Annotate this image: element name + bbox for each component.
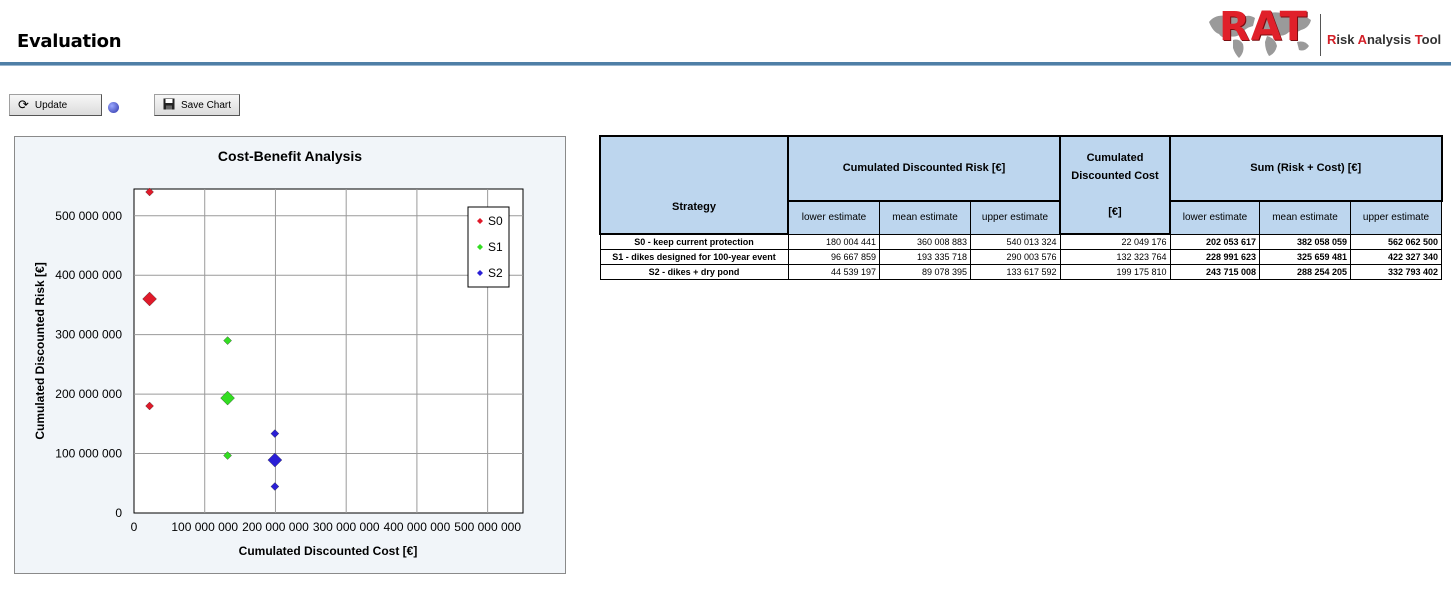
sum-mean-cell: 382 058 059: [1260, 234, 1351, 250]
sum-upper-cell: 562 062 500: [1351, 234, 1442, 250]
legend-label: S2: [488, 266, 503, 280]
x-tick-label: 300 000 000: [312, 520, 380, 534]
plot-area: [134, 189, 523, 513]
x-tick-label: 0: [130, 520, 138, 534]
table-row: [600, 234, 1442, 250]
strategy-name: S0 - keep current protection: [600, 234, 788, 250]
sum-lower-cell: 228 991 623: [1170, 250, 1260, 265]
legend-label: S1: [488, 240, 503, 254]
y-tick-label: 400 000 000: [55, 268, 122, 283]
page-title: Evaluation: [17, 31, 122, 52]
x-axis-label: Cumulated Discounted Cost [€]: [238, 544, 418, 558]
risk-upper-cell: 290 003 576: [971, 250, 1061, 265]
cost-cell: 199 175 810: [1060, 265, 1170, 280]
risk-lower-header: lower estimate: [788, 201, 880, 234]
y-axis-label: Cumulated Discounted Risk [€]: [33, 262, 47, 440]
sum-mean-cell: 288 254 205: [1260, 265, 1351, 280]
chart-title: Cost-Benefit Analysis: [217, 148, 363, 164]
x-tick-label: 100 000 000: [171, 520, 239, 534]
sum-lower-cell: 243 715 008: [1170, 265, 1260, 280]
cost-cell: 22 049 176: [1060, 234, 1170, 250]
legend-label: S0: [488, 214, 503, 228]
table-row: [600, 265, 1442, 280]
legend: [468, 207, 509, 287]
strategy-name: S2 - dikes + dry pond: [600, 265, 788, 280]
update-button[interactable]: [9, 94, 102, 116]
header-divider: [0, 62, 1451, 66]
sum-lower-cell: 202 053 617: [1170, 234, 1260, 250]
x-tick-label: 200 000 000: [242, 520, 309, 534]
logo-subtitle: Risk Analysis Tool: [1327, 32, 1442, 47]
y-tick-label: 200 000 000: [55, 387, 122, 402]
logo-rat-text: RAT: [1219, 4, 1308, 50]
strategy-header: Strategy: [600, 136, 788, 234]
risk-upper-header: upper estimate: [971, 201, 1061, 234]
sum-header: Sum (Risk + Cost) [€]: [1170, 136, 1442, 201]
risk-mean-header: mean estimate: [880, 201, 971, 234]
risk-upper-cell: 133 617 592: [971, 265, 1061, 280]
logo-separator: [1320, 14, 1321, 56]
risk-mean-cell: 193 335 718: [880, 250, 971, 265]
risk-lower-cell: 96 667 859: [788, 250, 880, 265]
risk-lower-cell: 180 004 441: [788, 234, 880, 250]
save-disk-icon: [163, 98, 175, 113]
sum-upper-cell: 332 793 402: [1351, 265, 1442, 280]
sum-lower-header: lower estimate: [1170, 201, 1260, 234]
sum-upper-header: upper estimate: [1351, 201, 1442, 234]
cost-cell: 132 323 764: [1060, 250, 1170, 265]
y-tick-label: 300 000 000: [55, 327, 122, 342]
info-icon[interactable]: [108, 102, 119, 113]
cost-header: Cumulated Discounted Cost [€]: [1060, 136, 1170, 234]
chart-svg: [15, 137, 565, 573]
cost-benefit-chart: [14, 136, 566, 574]
evaluation-table: [599, 135, 1443, 280]
y-tick-label: 500 000 000: [55, 208, 122, 223]
rat-logo: [1205, 6, 1451, 60]
y-tick-label: 0: [115, 506, 122, 520]
risk-upper-cell: 540 013 324: [971, 234, 1061, 250]
sum-mean-cell: 325 659 481: [1260, 250, 1351, 265]
x-tick-label: 400 000 000: [383, 520, 451, 534]
sum-upper-cell: 422 327 340: [1351, 250, 1442, 265]
sum-mean-header: mean estimate: [1260, 201, 1351, 234]
save-chart-button-label: Save Chart: [181, 99, 232, 111]
table-row: [600, 250, 1442, 265]
x-tick-label: 500 000 000: [454, 520, 522, 534]
strategy-name: S1 - dikes designed for 100-year event: [600, 250, 788, 265]
risk-mean-cell: 360 008 883: [880, 234, 971, 250]
update-button-label: Update: [34, 99, 68, 111]
risk-lower-cell: 44 539 197: [788, 265, 880, 280]
refresh-icon: ⟳: [18, 97, 29, 112]
y-tick-label: 100 000 000: [55, 446, 122, 461]
save-chart-button[interactable]: [154, 94, 240, 116]
risk-header: Cumulated Discounted Risk [€]: [788, 136, 1060, 201]
risk-mean-cell: 89 078 395: [880, 265, 971, 280]
